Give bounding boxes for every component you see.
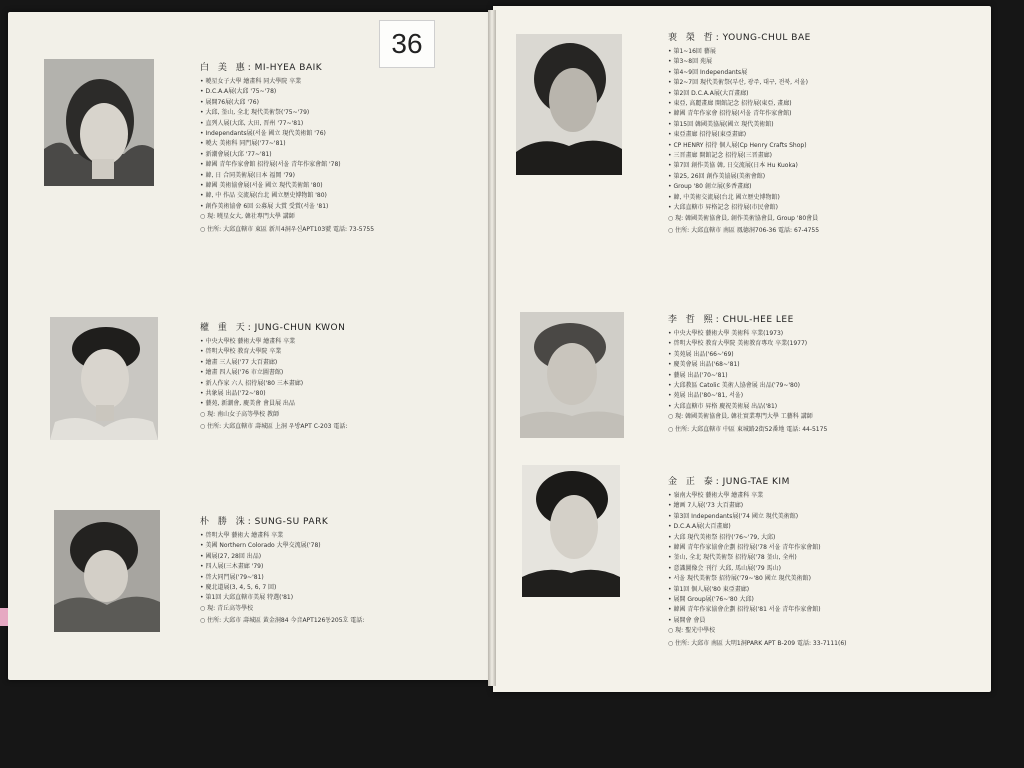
artist-name: 金 正 泰: JUNG-TAE KIM bbox=[668, 477, 790, 487]
portrait-jung-tae-kim bbox=[522, 465, 620, 597]
artist-name: 裵 榮 哲: YOUNG-CHUL BAE bbox=[668, 33, 811, 43]
book-spine bbox=[488, 10, 496, 686]
artist-name: 白 美 惠: MI-HYEA BAIK bbox=[200, 63, 323, 73]
bio-young-chul-bae: 裵 榮 哲: YOUNG-CHUL BAE • 第1~16回 藝展 • 第3~8回 苑展 • 第4~9回 Independants展 • 第2~7回 現代美術祭(부산, 광주, 대구, 전북, 서울) • 第2回 D.C.A.A展(大百畫廊) • 東亞, 高麗畫廊 開館記念 招待展(東亞, 畫廊) • 韓國 青年作家會 招待展(서울 青年作家會館) • 第15回 韓國美協展(國立 現代美術館) • 東亞畫廊 招待展(東亞畫廊) • CP HENRY 招待 個人展(Cp Henry Crafts Shop) • 三晋畫廊 開館記念 招待展(三晋畫廊) • 第7回 創作美協 韓, 日交流展(日本 Hu Kuoka) • 第25, 26回 創作美協展(美術會館) • Group '80 創立展(多香畫廊) • 韓, 中美術交流展(台北 國立歷史博物館) • 大邱直轄市 昇格記念 招待展(市民會館) ○ 現: 韓國美術協會員, 創作美術協會員, Group '80會員 ○ 住所: 大邱直轄市 南區 鳳德洞706-36 電話: 67-4755 bbox=[668, 30, 819, 236]
bio-chul-hee-lee: 李 哲 熙: CHUL-HEE LEE • 中央大學校 藝術大學 美術科 卒業(1973) • 啓明大學校 教育大學院 美術教育專攻 卒業(1977) • 美苑展 出品('66~'69) • 慶美會展 出品('68~'81) • 藝展 出品('70~'81) • 大邱教區 Catolic 美術人協會展 出品('79~'80) • 苑展 出品('80~'81, 서울) • 大邱直轄市 昇格 慶祝美術展 出品('81) ○ 現: 韓國美術協會員, 韓社實業專門大學 工藝科 講師 ○ 住所: 大邱直轄市 中區 東城路2街52番地 電話: 44-5175 bbox=[668, 312, 827, 435]
bio-jung-chun-kwon: 權 重 天: JUNG-CHUN KWON • 中央大學校 藝術大學 繪畫科 卒業 • 啓明大學校 教育大學院 卒業 • 繪畫 三人展('77 大百畫廊) • 繪畫 四人展('76 市立圖書館) • 新人作家 六人 招待展('80 三本畫廊) • 共象展 出品('72~'80) • 藝苑, 新潮會, 慶美會 會員展 出品 ○ 現: 南山女子高等學校 教師 ○ 住所: 大邱直轄市 壽城區 上洞 우방APT C-203 電話: bbox=[200, 320, 347, 433]
portrait-sung-su-park bbox=[54, 510, 160, 632]
bio-mi-hyea-baik: 白 美 惠: MI-HYEA BAIK • 曉星女子大學 繪畫科 同大學院 卒業 • D.C.A.A展(大邱 '75~'78) • 展開76展(大邱 '76) • 大邱, 釜山, 全北 現代美術祭('75~'79) • 直列人展(大邱, 大田, 晋州 '77~'81) • Independants展(서울 國立 現代美術館 '76) • 曉大 美術科 同門展('77~'81) • 新潮會展(大邱 '77~'81) • 韓國 青年作家會館 招待展(서울 青年作家會館 '78) • 韓, 日 合同美術展(日本 福岡 '79) • 韓國 美術協會展(서울 國立 現代美術館 '80) • 韓, 中 作品 交流展(台北 國立歷史博物館 '80) • 創作美術協會 6回 公募展 大賞 受賞(서울 '81) ○ 現: 曉星女大, 韓社專門大學 講師 ○ 住所: 大邱直轄市 東區 新川4洞우신APT103號 電話: 73-5755 bbox=[200, 60, 374, 235]
portrait-mi-hyea-baik bbox=[44, 59, 154, 186]
portrait-jung-chun-kwon bbox=[50, 317, 158, 440]
artist-name: 朴 勝 洙: SUNG-SU PARK bbox=[200, 517, 329, 527]
artist-name: 李 哲 熙: CHUL-HEE LEE bbox=[668, 315, 794, 325]
portrait-young-chul-bae bbox=[516, 34, 622, 175]
artist-name: 權 重 天: JUNG-CHUN KWON bbox=[200, 323, 346, 333]
bio-jung-tae-kim: 金 正 泰: JUNG-TAE KIM • 嶺南大學校 藝術大學 繪畫科 卒業 • 繪画 7人展('73 大百畫廊) • 第3回 Independants展('74 國立 現代美術館) • D.C.A.A展(大百畫廊) • 大邱 現代美術祭 招待('76~'79, 大邱) • 韓國 青年作家協會企劃 招待展('78 서울 青年作家會館) • 釜山, 全北 現代美術祭 招待展('78 釜山, 全州) • 意識圖像会 刊行 大邱, 馬山展('79 馬山) • 서울 現代美術祭 招待展('79~'80 國立 現代美術館) • 第1回 個人展('80 東亞畫廊) • 展開 Group展('76~'80 大邱) • 韓國 青年作家協會企劃 招待展('81 서울 青年作家會館) • 展開會 會員 ○ 現: 聖光中學校 ○ 住所: 大邱市 南區 大明1洞PARK APT B-209 電話: 33-7111(6) bbox=[668, 474, 847, 649]
bio-sung-su-park: 朴 勝 洙: SUNG-SU PARK • 啓明大學 藝術大 繪畫科 卒業 • 美國 Northern Colorado 大學交流展('78) • 國展(27, 28回 出品) • 四人展(三木畫廊 '79) • 啓大同門展('79~'81) • 慶北道展(3, 4, 5, 6, 7 回) • 第1回 大邱直轄市美展 特選('81) ○ 現: 青丘高等學校 ○ 住所: 大邱市 壽城區 黃金洞84 今音APT126동205호 電話: bbox=[200, 514, 364, 627]
pink-page-tab bbox=[0, 608, 8, 626]
portrait-chul-hee-lee bbox=[520, 312, 624, 438]
page-number-sticker: 36 bbox=[379, 20, 435, 68]
